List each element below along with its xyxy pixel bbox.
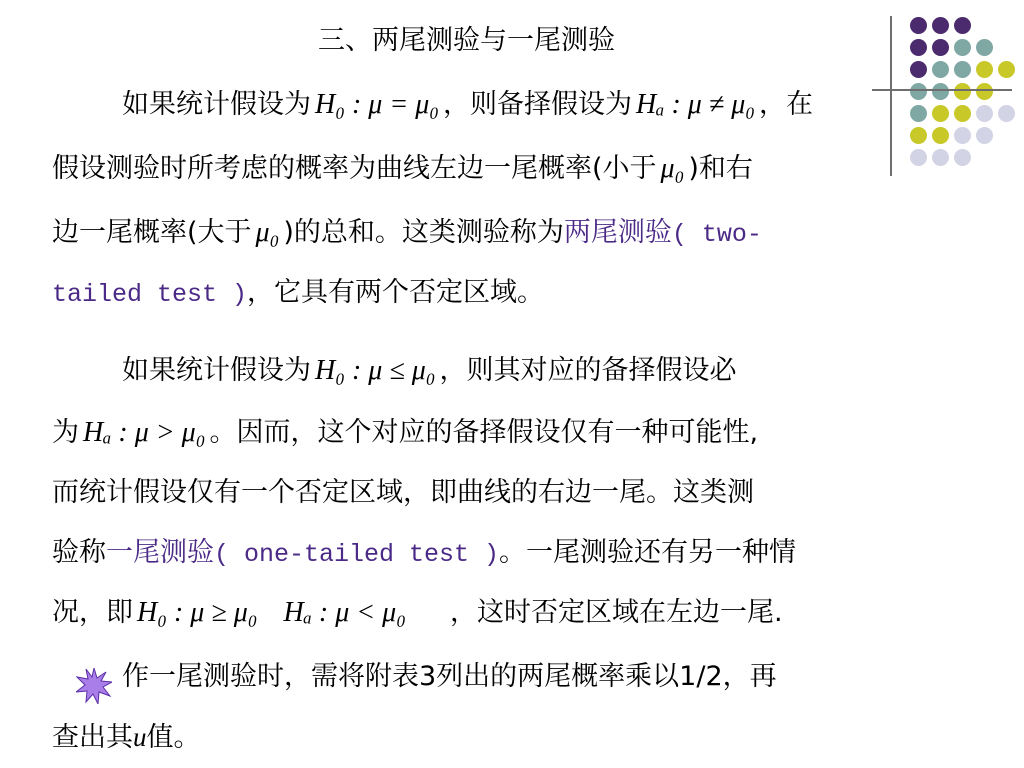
p2-text: 为 [52, 417, 79, 448]
term-two-tailed-english: tailed test ) [52, 280, 248, 309]
symbol-u: u [133, 722, 147, 752]
dot [910, 83, 927, 100]
formula-ha-less: Hₐ : μ < μ₀ [283, 597, 406, 628]
p1-text: 边一尾概率(大于 [52, 217, 252, 248]
formula-ha-not-equal: Hₐ : μ ≠ μ₀ [636, 89, 755, 120]
dot [954, 17, 971, 34]
dot [932, 149, 949, 166]
dot [954, 127, 971, 144]
p3-line-2 [52, 718, 201, 757]
dot [910, 105, 927, 122]
p3-text: 作一尾测验时，需将附表3列出的两尾概率乘以1/2，再 [122, 661, 777, 692]
dot [954, 105, 971, 122]
dot [976, 127, 993, 144]
dot [954, 149, 971, 166]
dot [932, 61, 949, 78]
dot [910, 17, 927, 34]
dot [932, 105, 949, 122]
p3-text: 值。 [146, 722, 201, 753]
p1-text: 假设测验时所考虑的概率为曲线左边一尾概率(小于 [52, 153, 657, 184]
dot [998, 61, 1015, 78]
p1-text: 如果统计假设为 [122, 89, 311, 120]
p1-text: )的总和。这类测验称为 [283, 217, 564, 248]
term-one-tailed-english: ( one-tailed test ) [214, 540, 500, 569]
p2-line-2 [52, 414, 758, 452]
formula-mu0: μ₀ [255, 217, 280, 248]
p1-line-1 [122, 86, 813, 124]
p3-text: 查出其 [52, 722, 133, 753]
p2-text: 如果统计假设为 [122, 355, 311, 386]
p2-line-3 [52, 474, 754, 512]
dot [954, 39, 971, 56]
p1-text: )和右 [688, 153, 753, 184]
dot [976, 83, 993, 100]
p1-text: ，则备择假设为 [443, 89, 633, 120]
formula-h0-greater-equal: H₀ : μ ≥ μ₀ [137, 597, 258, 628]
term-two-tailed-english: ( two- [671, 220, 762, 249]
p1-line-4 [52, 274, 544, 314]
dot [932, 17, 949, 34]
dot [954, 83, 971, 100]
decoration-vertical-rule [890, 16, 892, 176]
p2-line-4 [52, 534, 796, 574]
formula-h0-less-equal: H₀ : μ ≤ μ₀ [315, 355, 436, 386]
dot [910, 127, 927, 144]
slide-title: 三、两尾测验与一尾测验 [318, 25, 615, 56]
dot [910, 61, 927, 78]
p2-line-5 [52, 594, 783, 632]
p1-text: ，它具有两个否定区域。 [247, 277, 545, 308]
p1-line-3 [52, 214, 762, 254]
p2-text: 而统计假设仅有一个否定区域，即曲线的右边一尾。这类测 [52, 477, 754, 508]
p3-line-1 [122, 658, 777, 696]
dot [932, 39, 949, 56]
dot [976, 105, 993, 122]
dot [976, 61, 993, 78]
p2-text: ，则其对应的备择假设必 [439, 355, 737, 386]
dot [998, 105, 1015, 122]
p2-text: 。因而，这个对应的备择假设仅有一种可能性, [209, 417, 759, 448]
p1-text: ，在 [758, 89, 813, 120]
p2-text: 况，即 [52, 597, 133, 628]
dot [932, 83, 949, 100]
dot [932, 127, 949, 144]
dot [954, 61, 971, 78]
dot [910, 149, 927, 166]
starburst-icon [76, 668, 112, 704]
p2-text: 。一尾测验还有另一种情 [499, 537, 797, 568]
p2-text: 验称 [52, 537, 106, 568]
p2-text: ，这时否定区域在左边一尾. [449, 597, 783, 628]
formula-mu0: μ₀ [660, 153, 685, 184]
dot [976, 39, 993, 56]
p2-line-1 [122, 352, 737, 390]
formula-ha-greater: Hₐ : μ > μ₀ [83, 417, 206, 448]
formula-h0-equal: H₀ : μ = μ₀ [315, 89, 440, 120]
term-two-tailed: 两尾测验 [563, 217, 672, 248]
term-one-tailed: 一尾测验 [106, 537, 214, 568]
p1-line-2 [52, 150, 753, 188]
dot [910, 39, 927, 56]
decoration-horizontal-rule [872, 89, 1012, 91]
